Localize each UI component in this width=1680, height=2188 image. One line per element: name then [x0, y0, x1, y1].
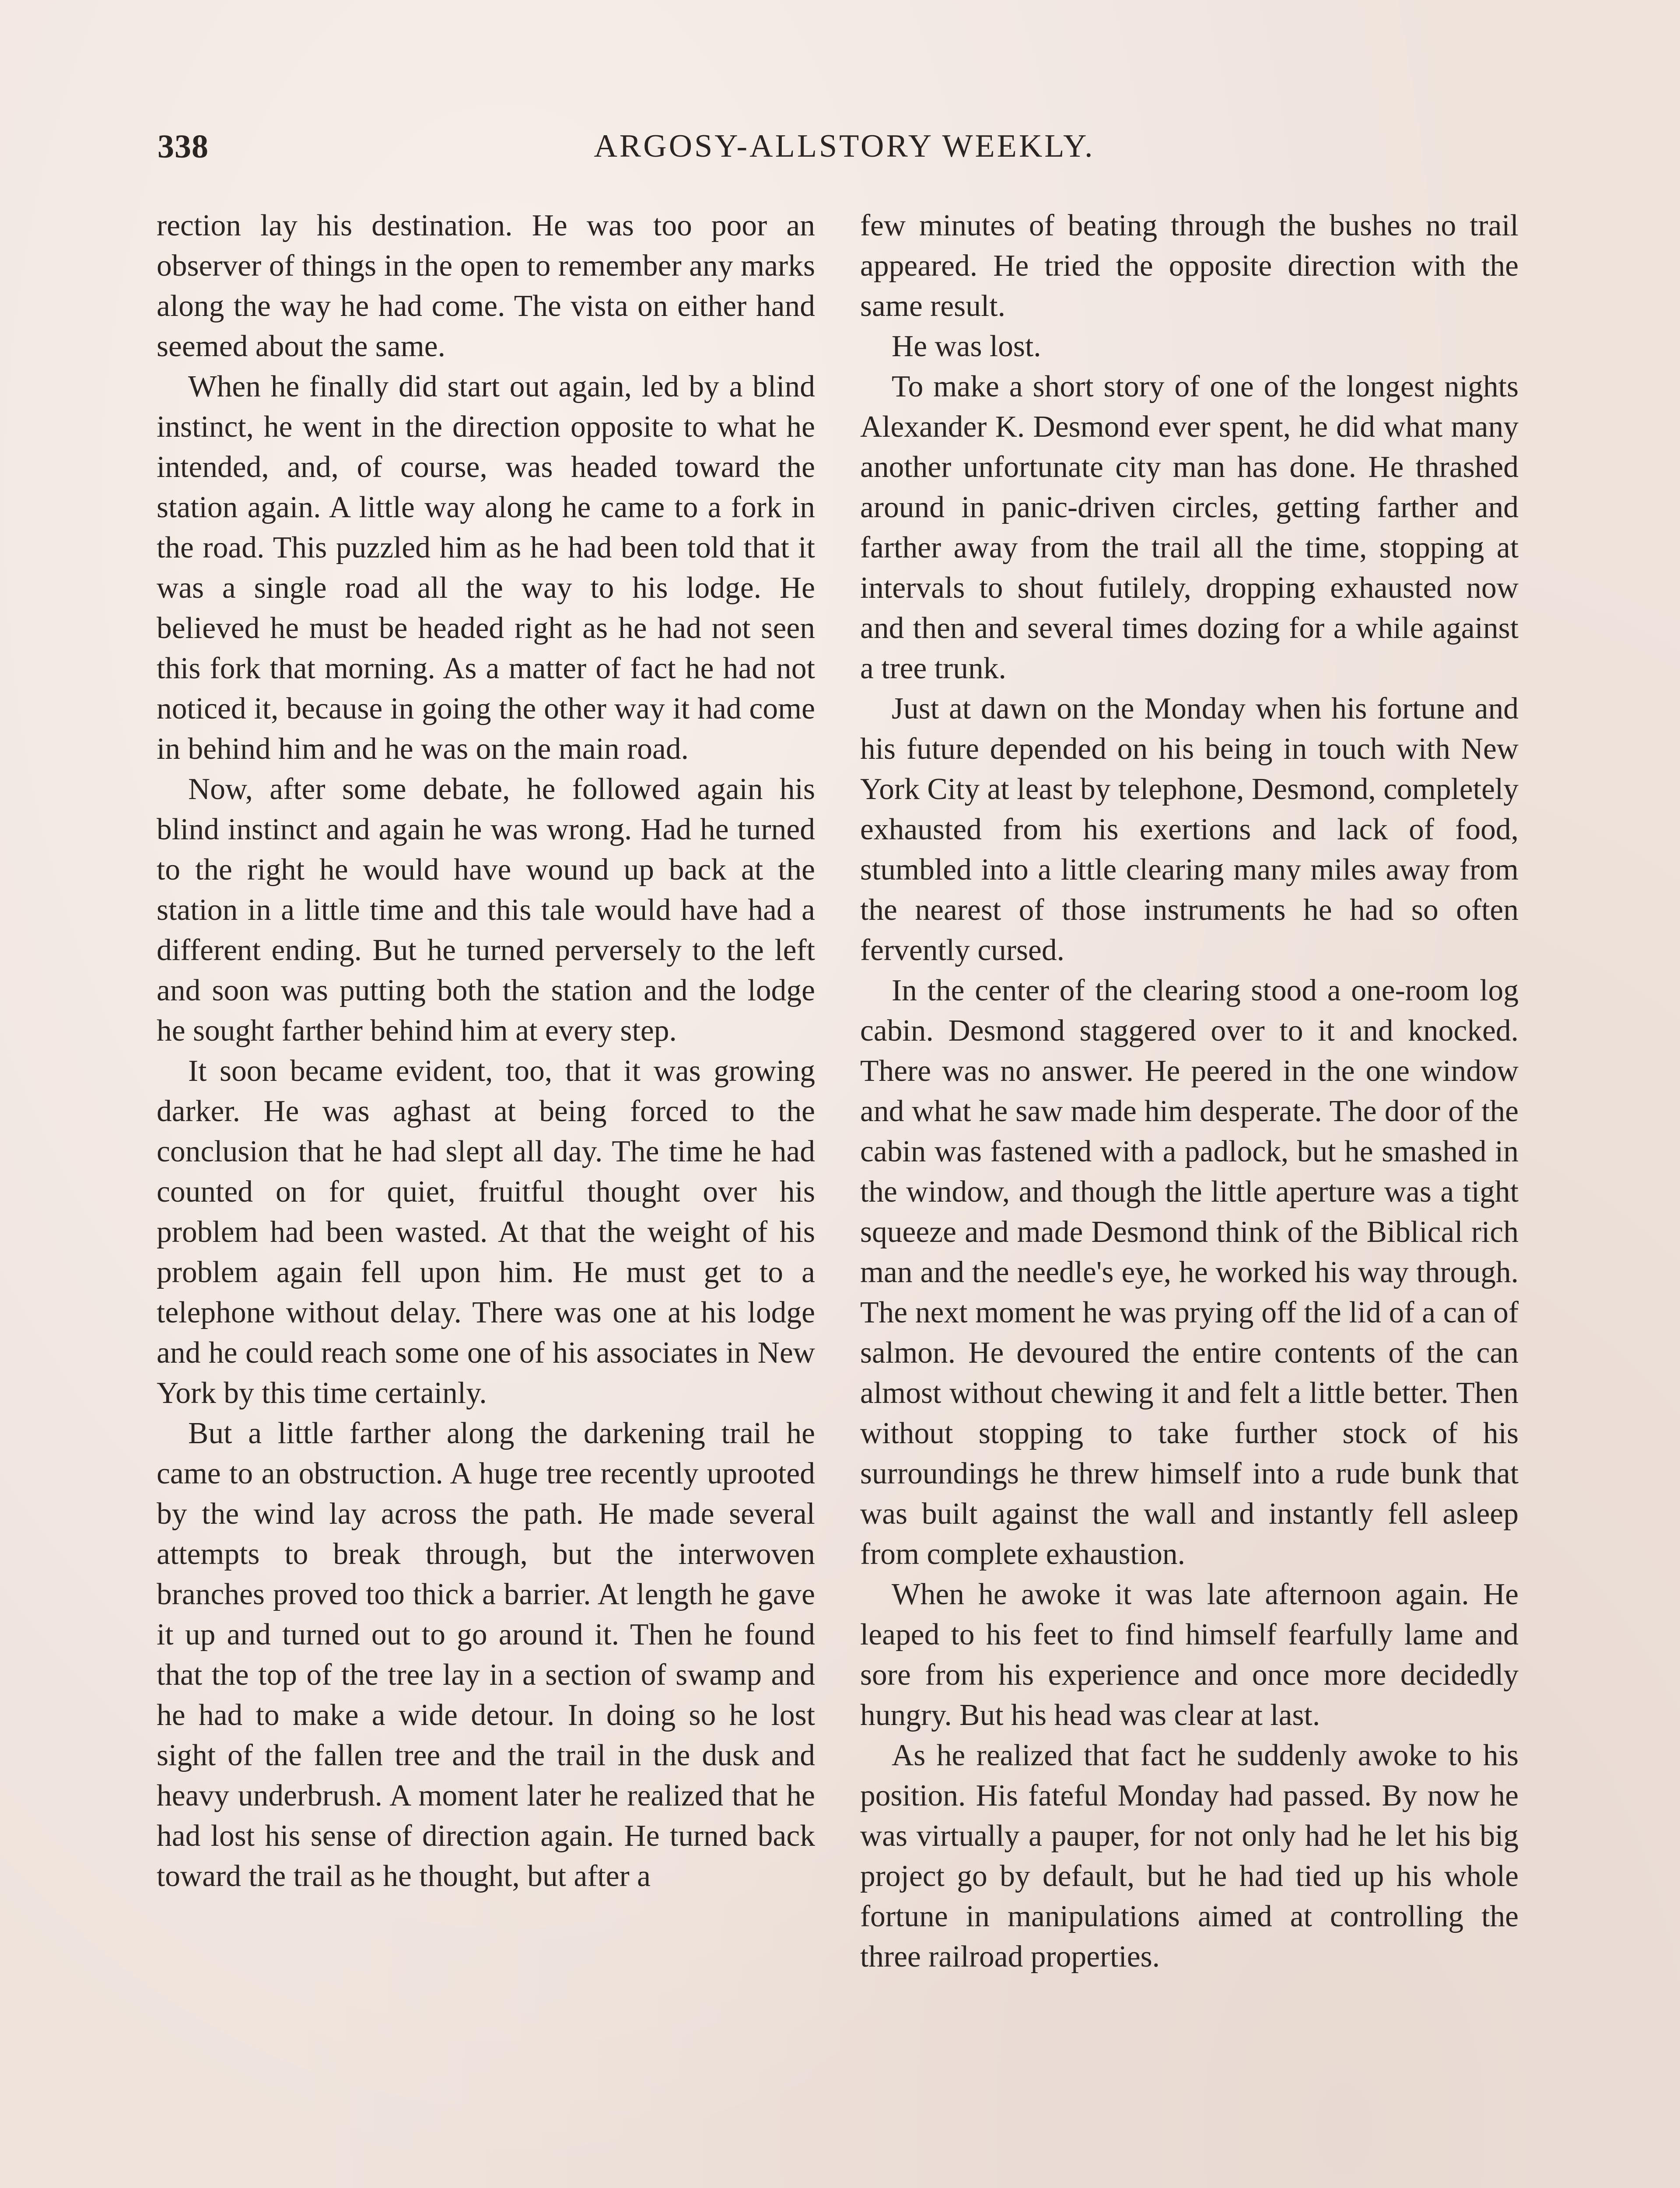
paragraph: Now, after some debate, he followed again his blind instinct and again he was wrong. Had he turned to the right he would have wound up back at the station in a little time and this tale would have had a different ending. But he turned perversely to the left and soon was putting both the station and the lodge he sought farther behind him at every step.: [157, 772, 815, 1048]
paragraph: He was lost.: [892, 330, 1041, 363]
paragraph: In the center of the clearing stood a one-room log cabin. Desmond staggered over to it and knocked. There was no answer. He peered in the one window and what he saw made him desperate. The door of the cabin was fastened with a padlock, but he smashed in the window, and though the little aperture was a tight squeeze and made Desmond think of the Biblical rich man and the needle's eye, he worked his way through. The next moment he was prying off the lid of a can of salmon. He devoured the entire contents of the can almost without chewing it and felt a little better. Then without stopping to take further stock of his surroundings he threw himself into a rude bunk that was built against the wall and instantly fell asleep from complete exhaustion.: [860, 974, 1519, 1571]
page-number: 338: [158, 128, 209, 165]
paragraph: rection lay his destination. He was too poor an observer of things in the open to remember any marks along the way he had come. The vista on either hand seemed about the same.: [157, 209, 815, 363]
paragraph: When he awoke it was late afternoon again. He leaped to his feet to find himself fearfully lame and sore from his experience and once more decidedly hungry. But his head was clear at last.: [860, 1578, 1519, 1732]
page-header: [158, 128, 1531, 172]
left-column: [157, 206, 815, 1897]
paragraph: To make a short story of one of the longest nights Alexander K. Desmond ever spent, he did what many another unfortunate city man has done. He thrashed around in panic-driven circles, getting farther and farther away from the trail all the time, stopping at intervals to shout futilely, dropping exhausted now and then and several times dozing for a while against a tree trunk.: [860, 370, 1519, 685]
running-head: ARGOSY-ALLSTORY WEEKLY.: [594, 128, 1095, 164]
paragraph: few minutes of beating through the bushes no trail appeared. He tried the opposite direction with the same result.: [860, 209, 1519, 323]
right-column: [860, 206, 1519, 1977]
paragraph: It soon became evident, too, that it was growing darker. He was aghast at being forced to the conclusion that he had slept all day. The time he had counted on for quiet, fruitful thought over his problem had been wasted. At that the weight of his problem again fell upon him. He must get to a telephone without delay. There was one at his lodge and he could reach some one of his associates in New York by this time certainly.: [157, 1054, 815, 1410]
paragraph: When he finally did start out again, led by a blind instinct, he went in the direction opposite to what he intended, and, of course, was headed toward the station again. A little way along he came to a fork in the road. This puzzled him as he had been told that it was a single road all the way to his lodge. He believed he must be headed right as he had not seen this fork that morning. As a matter of fact he had not noticed it, because in going the other way it had come in behind him and he was on the main road.: [157, 370, 815, 766]
paragraph: Just at dawn on the Monday when his fortune and his future depended on his being in touch with New York City at least by telephone, Desmond, completely exhausted from his exertions and lack of food, stumbled into a little clearing many miles away from the nearest of those instruments he had so often fervently cursed.: [860, 692, 1519, 967]
paragraph: But a little farther along the darkening trail he came to an obstruction. A huge tree recently uprooted by the wind lay across the path. He made several attempts to break through, but the interwoven branches proved too thick a barrier. At length he gave it up and turned out to go around it. Then he found that the top of the tree lay in a section of swamp and he had to make a wide detour. In doing so he lost sight of the fallen tree and the trail in the dusk and heavy underbrush. A moment later he realized that he had lost his sense of direction again. He turned back toward the trail as he thought, but after a: [157, 1417, 815, 1893]
paragraph: As he realized that fact he suddenly awoke to his position. His fateful Monday had passed. By now he was virtually a pauper, for not only had he let his big project go by default, but he had tied up his whole fortune in manipulations aimed at controlling the three railroad properties.: [860, 1739, 1519, 1974]
